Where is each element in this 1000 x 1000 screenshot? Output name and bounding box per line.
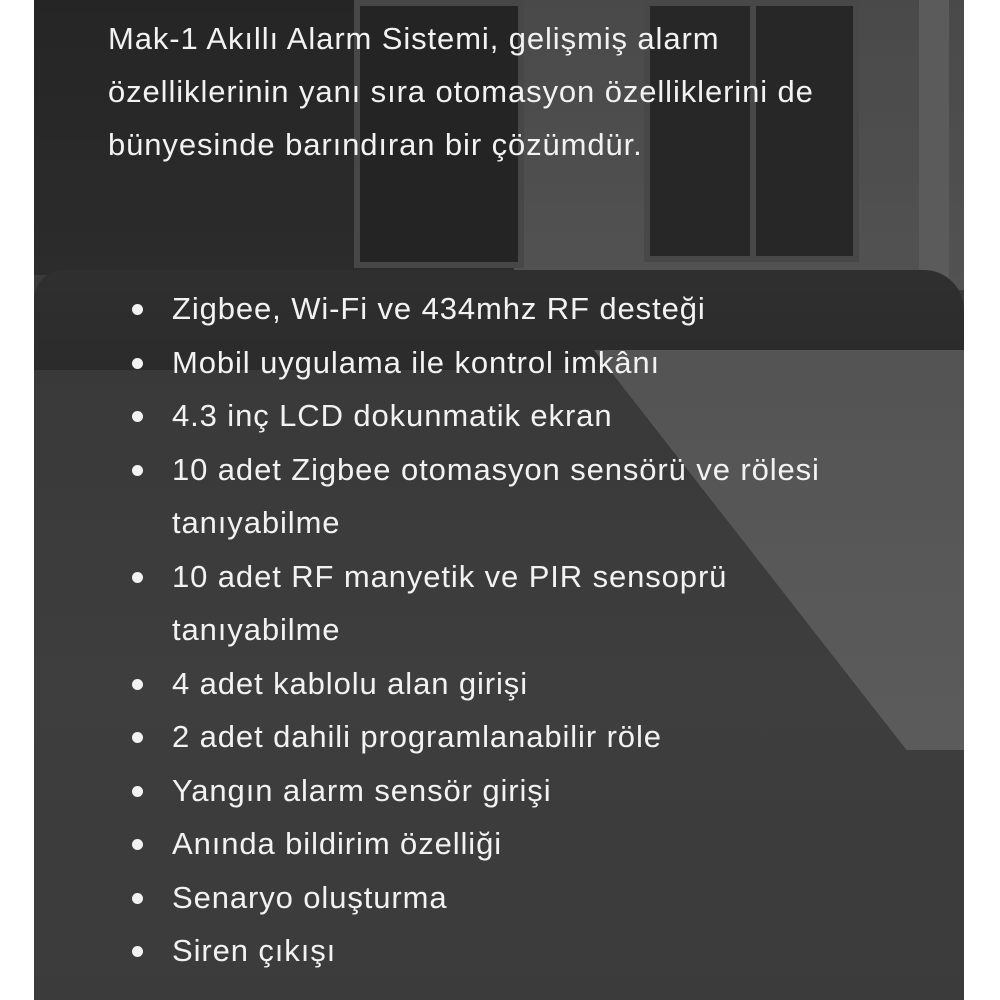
feature-text: 2 adet dahili programlanabilir röle — [172, 719, 662, 754]
bullet-icon — [132, 786, 143, 797]
bullet-icon — [132, 946, 143, 957]
intro-paragraph: Mak-1 Akıllı Alarm Sistemi, gelişmiş alarm özelliklerinin yanı sıra otomasyon özelliklerini de bünyesinde barındıran bir çözümdür. — [108, 21, 814, 162]
feature-item — [108, 817, 898, 871]
bullet-icon — [132, 732, 143, 743]
feature-item — [108, 710, 898, 764]
feature-item — [108, 550, 898, 657]
feature-item — [108, 443, 898, 550]
feature-text: 4.3 inç LCD dokunmatik ekran — [172, 398, 613, 433]
feature-list — [108, 282, 898, 978]
feature-text: Mobil uygulama ile kontrol imkânı — [172, 344, 661, 380]
bullet-icon — [132, 304, 143, 315]
bullet-icon — [132, 839, 143, 850]
product-description — [108, 12, 928, 968]
feature-item — [108, 871, 898, 925]
feature-text: Yangın alarm sensör girişi — [172, 772, 552, 808]
feature-item — [108, 657, 898, 711]
bullet-icon — [132, 411, 143, 422]
feature-item — [108, 389, 898, 443]
bullet-icon — [132, 679, 143, 690]
feature-text: 10 adet Zigbee otomasyon sensörü ve rölesi tanıyabilme — [172, 451, 820, 540]
bullet-icon — [132, 572, 143, 583]
bullet-icon — [132, 893, 143, 904]
bullet-icon — [132, 358, 143, 369]
feature-item — [108, 336, 898, 390]
feature-text: Anında bildirim özelliği — [172, 826, 503, 861]
feature-item — [108, 764, 898, 818]
feature-text: Siren çıkışı — [172, 933, 337, 968]
feature-text: 4 adet kablolu alan girişi — [172, 665, 528, 701]
feature-item — [108, 924, 898, 978]
bullet-icon — [132, 465, 143, 476]
feature-text: Zigbee, Wi-Fi ve 434mhz RF desteği — [172, 291, 706, 326]
feature-text: Senaryo oluşturma — [172, 879, 448, 915]
feature-text: 10 adet RF manyetik ve PIR sensoprü tanıyabilme — [172, 558, 728, 647]
feature-item — [108, 282, 898, 336]
